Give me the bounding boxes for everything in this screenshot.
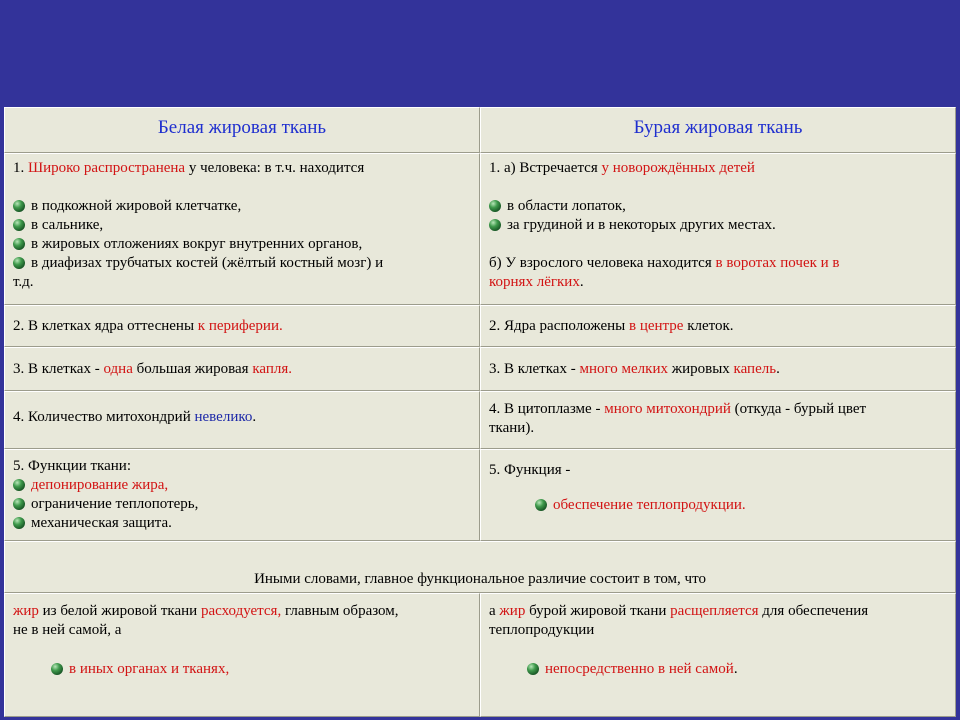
row4-brown-line2: ткани). — [489, 420, 535, 436]
list-item — [489, 197, 947, 216]
row6-white-highlight1: жир — [13, 603, 39, 619]
bullet-icon — [13, 479, 25, 491]
row2-brown-highlight: в центре — [628, 318, 684, 334]
list-item-text: ограничение теплопотерь, — [31, 496, 199, 512]
row4-white — [4, 391, 480, 449]
row5-brown-title: 5. Функция - — [489, 462, 571, 478]
row1-white-prefix: 1. — [13, 160, 28, 176]
list-item-text: в области лопаток, — [507, 198, 626, 214]
list-item — [13, 495, 471, 514]
bullet-icon — [527, 663, 539, 675]
row3-brown-highlight1: много мелких — [579, 361, 668, 377]
list-item-text: в иных органах и тканях, — [69, 661, 230, 677]
row2-brown-suffix: клеток. — [683, 318, 734, 334]
bullet-icon — [13, 200, 25, 212]
row2-white-prefix: 2. В клетках ядра оттеснены — [13, 318, 198, 334]
row3-brown — [480, 347, 956, 391]
row3-white-prefix: 3. В клетках - — [13, 361, 104, 377]
row2-white — [4, 305, 480, 347]
row6-brown-middle: бурой жировой ткани — [525, 603, 671, 619]
row5-white — [4, 449, 480, 541]
row6-white-middle: из белой жировой ткани — [38, 603, 201, 619]
list-item-text: непосредственно в ней самой — [545, 661, 734, 677]
row1-white — [4, 153, 480, 305]
bullet-icon — [489, 200, 501, 212]
row1-brown-b-highlight1: в воротах почек и в — [715, 255, 840, 271]
row4-brown-suffix: (откуда - бурый цвет — [730, 401, 867, 417]
row4-white-prefix: 4. Количество митохондрий — [13, 409, 195, 425]
list-item-suffix: . — [733, 661, 738, 677]
comparison-table — [4, 107, 956, 717]
summary-row — [4, 541, 956, 593]
bullet-icon — [51, 663, 63, 675]
row1-brown-line1 — [489, 159, 947, 178]
row1-brown-b-prefix: б) У взрослого человека находится — [489, 255, 716, 271]
bullet-icon — [13, 257, 25, 269]
row6-brown-line2: теплопродукции — [489, 622, 595, 638]
bullet-icon — [13, 498, 25, 510]
header-brown-tissue — [480, 107, 956, 153]
row1-brown-b — [489, 254, 947, 273]
bullet-icon — [489, 219, 501, 231]
row1-white-line1 — [13, 159, 471, 178]
bullet-icon — [13, 238, 25, 250]
row6-brown-highlight2: расщепляется — [670, 603, 759, 619]
list-item — [489, 660, 947, 679]
header-white-label: Белая жировая ткань — [157, 117, 327, 138]
row1-white-tail: т.д. — [13, 274, 34, 290]
row3-brown-middle: жировых — [667, 361, 734, 377]
row4-brown-highlight: много митохондрий — [604, 401, 731, 417]
list-item-text: в диафизах трубчатых костей (жёлтый костный мозг) и — [31, 255, 384, 271]
list-item-text: за грудиной и в некоторых других местах. — [507, 217, 776, 233]
row1-brown — [480, 153, 956, 305]
list-item-text: обеспечение теплопродукции. — [553, 497, 746, 513]
list-item-text: механическая защита. — [31, 515, 172, 531]
row4-brown-prefix: 4. В цитоплазме - — [489, 401, 605, 417]
row6-brown-rest: для обеспечения — [758, 603, 869, 619]
row4-white-suffix: . — [252, 409, 257, 425]
row3-white-middle: большая жировая — [132, 361, 253, 377]
row6-white-highlight2: расходуется, — [200, 603, 282, 619]
row5-white-title: 5. Функции ткани: — [13, 458, 131, 474]
row6-brown — [480, 593, 956, 717]
row1-brown-b-highlight2: корнях лёгких — [489, 274, 580, 290]
list-item — [489, 216, 947, 235]
list-item — [13, 197, 471, 216]
list-item-text: в сальнике, — [31, 217, 104, 233]
row6-white-rest: главным образом, — [281, 603, 399, 619]
list-item — [13, 235, 471, 254]
bullet-icon — [13, 517, 25, 529]
list-item — [13, 514, 471, 533]
list-item — [13, 660, 471, 679]
row6-brown-prefix: а — [489, 603, 500, 619]
row3-brown-highlight2: капель — [733, 361, 777, 377]
row6-brown-line1 — [489, 602, 947, 621]
row1-brown-prefix: 1. а) Встречается — [489, 160, 602, 176]
list-item — [13, 254, 471, 273]
header-white-tissue — [4, 107, 480, 153]
row3-white-highlight2: капля. — [252, 361, 292, 377]
bullet-icon — [13, 219, 25, 231]
row4-white-highlight: невелико — [194, 409, 253, 425]
list-item — [489, 496, 947, 515]
row6-white-line2: не в ней самой, а — [13, 622, 122, 638]
row1-brown-b-line2 — [489, 273, 947, 292]
summary-text: Иными словами, главное функциональное различие состоит в том, что — [254, 571, 706, 587]
row3-white — [4, 347, 480, 391]
row1-brown-b-suffix: . — [579, 274, 584, 290]
row2-brown-prefix: 2. Ядра расположены — [489, 318, 629, 334]
row2-white-highlight: к периферии. — [197, 318, 283, 334]
row3-brown-suffix: . — [776, 361, 780, 377]
list-item-text: в подкожной жировой клетчатке, — [31, 198, 242, 214]
row6-white — [4, 593, 480, 717]
row4-brown-line1 — [489, 400, 947, 419]
row3-brown-prefix: 3. В клетках - — [489, 361, 580, 377]
row6-white-line1 — [13, 602, 471, 621]
bullet-icon — [535, 499, 547, 511]
list-item — [13, 216, 471, 235]
row5-brown — [480, 449, 956, 541]
list-item-text: в жировых отложениях вокруг внутренних органов, — [31, 236, 363, 252]
row1-white-rest: у человека: в т.ч. находится — [185, 160, 365, 176]
row1-white-highlight: Широко распространена — [28, 160, 186, 176]
header-brown-label: Бурая жировая ткань — [633, 117, 803, 138]
row3-white-highlight1: одна — [103, 361, 133, 377]
row6-brown-highlight1: жир — [499, 603, 526, 619]
list-item — [13, 476, 471, 495]
row2-brown — [480, 305, 956, 347]
row1-brown-highlight: у новорождённых детей — [601, 160, 755, 176]
row4-brown — [480, 391, 956, 449]
list-item-text: депонирование жира, — [31, 477, 169, 493]
